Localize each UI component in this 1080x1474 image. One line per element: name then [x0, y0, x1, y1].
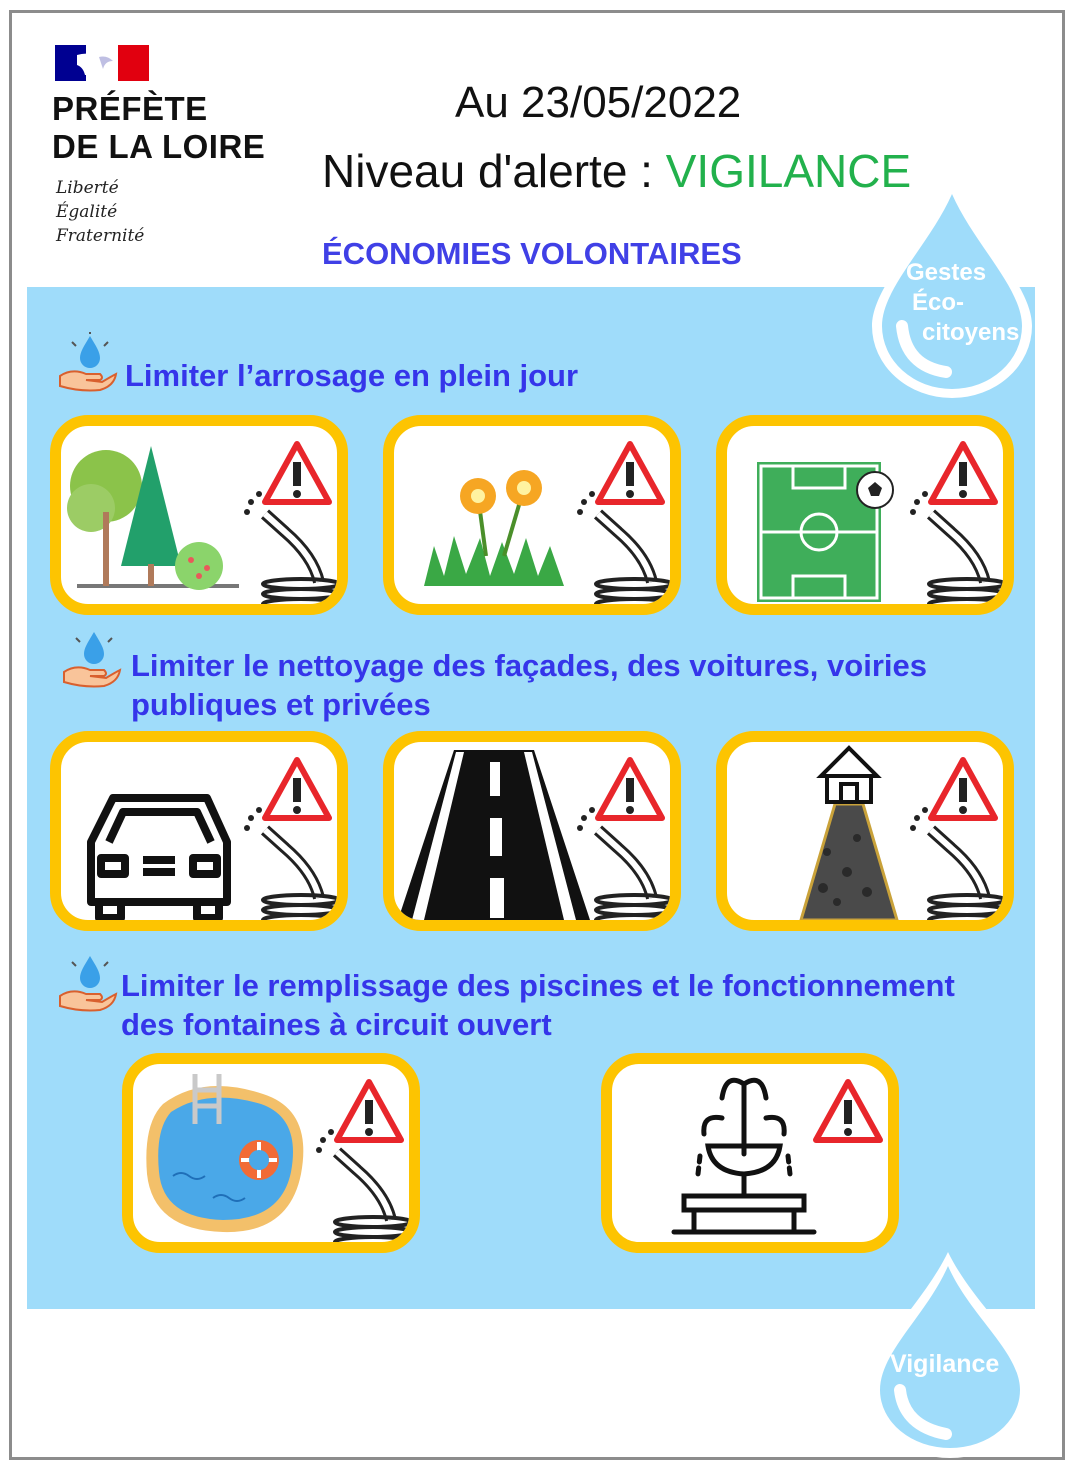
badge-text-1: Gestes — [906, 259, 987, 286]
prefecture-name: PRÉFÈTE DE LA LOIRE — [52, 90, 266, 165]
vigilance-badge-text: Vigilance — [890, 1350, 1000, 1378]
section-title-watering: Limiter l’arrosage en plein jour — [125, 358, 579, 393]
alert-level-value: VIGILANCE — [665, 145, 912, 197]
date-heading: Au 23/05/2022 — [455, 78, 742, 127]
card-swimming-pool — [122, 1053, 420, 1253]
subtitle: ÉCONOMIES VOLONTAIRES — [322, 236, 742, 271]
hand-water-drop-icon — [60, 628, 122, 690]
card-fountain — [601, 1053, 899, 1253]
card-football-pitch — [716, 415, 1014, 615]
marianne-logo-icon — [55, 45, 149, 81]
card-road — [383, 731, 681, 931]
water-drop-badge-icon — [866, 1250, 1036, 1460]
card-trees — [50, 415, 348, 615]
badge-text-3: citoyens — [922, 319, 1020, 346]
card-car — [50, 731, 348, 931]
card-house-driveway — [716, 731, 1014, 931]
card-flowers — [383, 415, 681, 615]
alert-level-heading: Niveau d'alerte : VIGILANCE — [322, 145, 912, 197]
section-title-pools: Limiter le remplissage des piscines et le fonctionnement des fontaines à circuit ouvert — [121, 968, 955, 1042]
water-drop-badge-icon — [866, 176, 1038, 402]
republic-motto: Liberté Égalité Fraternité — [56, 178, 145, 246]
hand-water-drop-icon — [56, 332, 118, 394]
hand-water-drop-icon — [56, 952, 118, 1014]
badge-text-2: Éco- — [912, 289, 965, 316]
section-title-cleaning: Limiter le nettoyage des façades, des voitures, voiries publiques et privées — [131, 648, 927, 722]
